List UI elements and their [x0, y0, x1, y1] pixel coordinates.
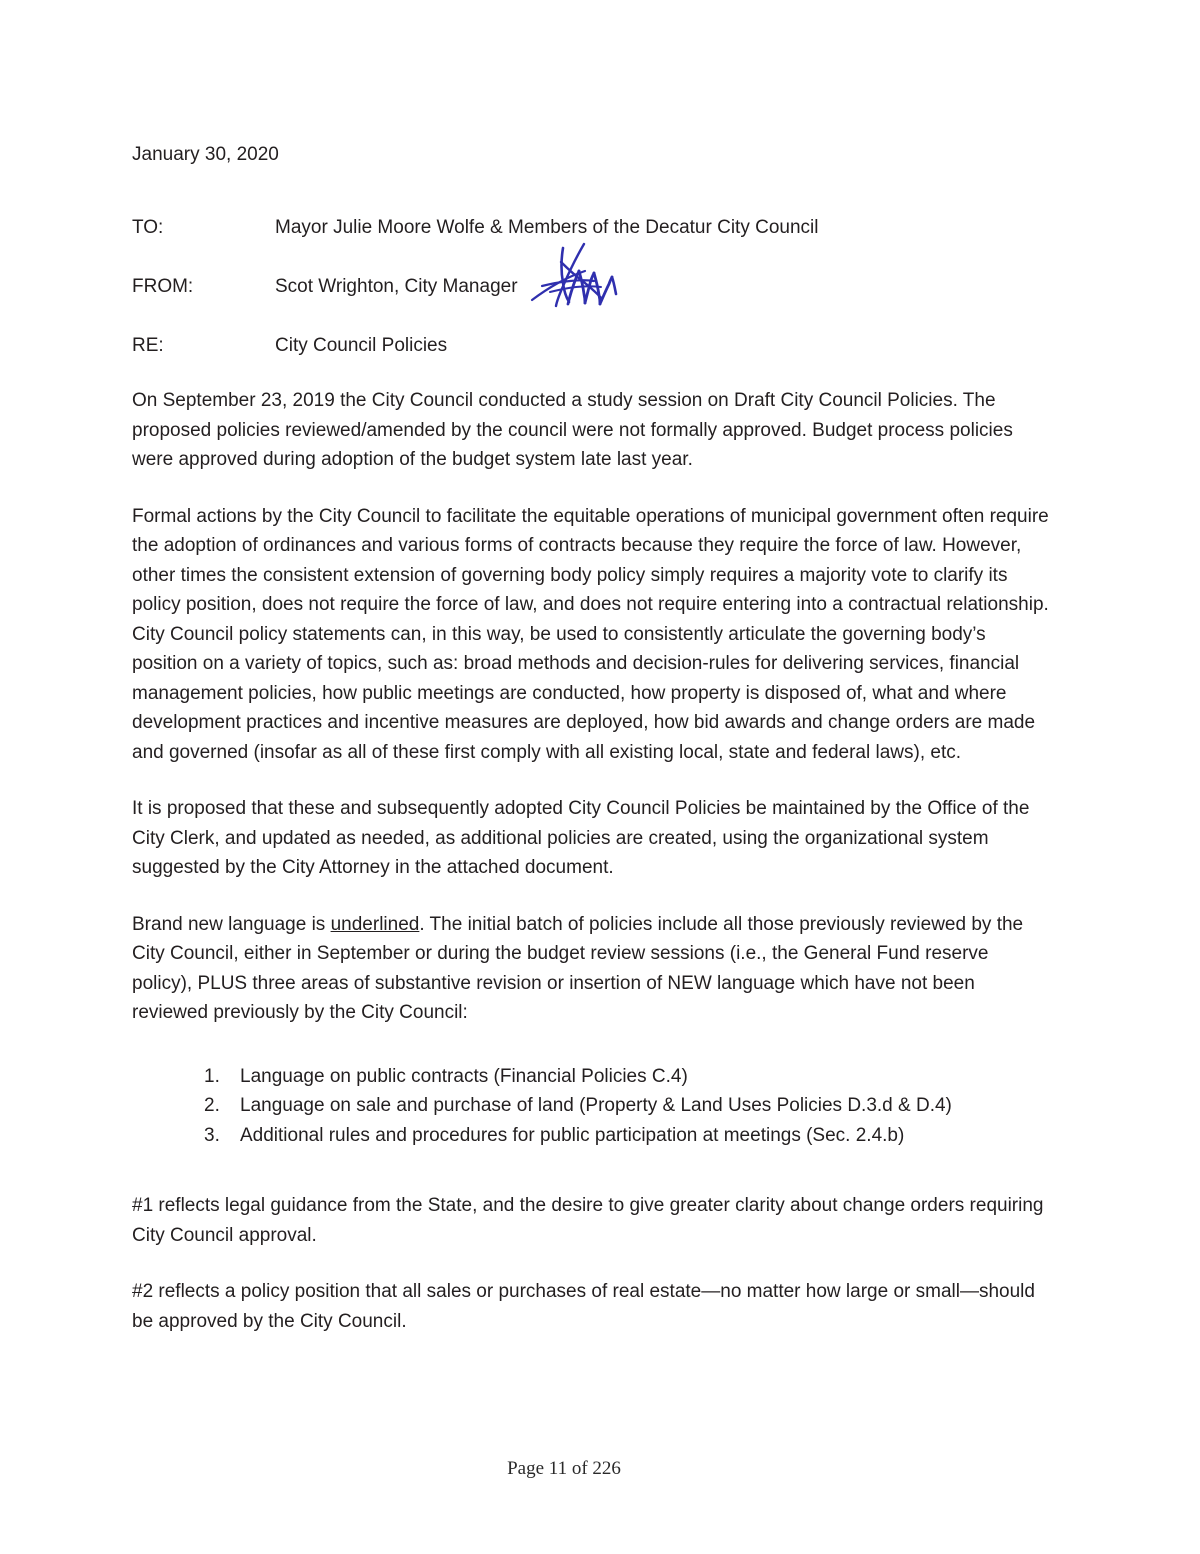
memo-re-label: RE:: [132, 335, 164, 356]
paragraph-formal-actions: Formal actions by the City Council to facilitate the equitable operations of municipal government often require the adoption of ordinances and various forms of contracts because they require the force of law. However, other times the consistent extension of governing body policy simply requires a majority vote to clarify its policy position, does not require the force of law, and does not require entering into a contractual relationship. City Council policy statements can, in this way, be used to consistently articulate the governing body’s position on a variety of topics, such as: broad methods and decision-rules for delivering services, financial management policies, how public meetings are conducted, how property is disposed of, what and where development practices and incentive measures are deployed, how bid awards and change orders are made and governed (insofar as all of these first comply with all existing local, state and federal laws), etc.: [132, 505, 1049, 763]
memo-re-value: City Council Policies: [275, 335, 448, 356]
list-item: Language on public contracts (Financial Policies C.4): [240, 1065, 688, 1087]
paragraph-maintenance-proposal: It is proposed that these and subsequently adopted City Council Policies be maintained by the Office of the City Clerk, and updated as needed, as additional policies are created, using the organizational system suggested by the City Attorney in the attached document.: [132, 798, 1030, 878]
paragraph-item-two-rationale: #2 reflects a policy position that all sales or purchases of real estate—no matter how large or small—should be approved by the City Council.: [132, 1281, 1035, 1332]
memo-from-value: Scot Wrighton, City Manager: [275, 276, 518, 297]
document-content: [132, 140, 1050, 1363]
paragraph-background: On September 23, 2019 the City Council conducted a study session on Draft City Council Policies. The proposed policies reviewed/amended by the council were not formally approved. Budget process policies were approved during adoption of the budget system late last year.: [132, 390, 1013, 470]
new-language-lead-text: Brand new language is: [132, 913, 331, 935]
paragraph-new-language: [132, 910, 1050, 1028]
memo-row-from: [132, 272, 1050, 301]
new-language-trailing-text: . The initial batch of policies include all those previously reviewed by the City Council, either in September or during the budget review sessions (i.e., the General Fund reserve policy), PLUS three areas of substantive revision or insertion of NEW language which have not been reviewed previously by the City Council:: [132, 913, 1024, 1023]
list-item: Language on sale and purchase of land (Property & Land Uses Policies D.3.d & D.4): [240, 1095, 952, 1116]
memo-row-re: [132, 331, 1050, 360]
memo-row-to: [132, 213, 1050, 242]
page-footer: Page 11 of 226: [507, 1458, 621, 1479]
underlined-term: underlined: [330, 913, 420, 935]
memo-to-label: TO:: [132, 217, 164, 238]
memo-from-label: FROM:: [132, 276, 194, 297]
list-item: Additional rules and procedures for public participation at meetings (Sec. 2.4.b): [240, 1124, 905, 1146]
paragraph-item-one-rationale: #1 reflects legal guidance from the State, and the desire to give greater clarity about change orders requiring City Council approval.: [132, 1195, 1044, 1246]
memo-date: January 30, 2020: [132, 144, 279, 165]
list-top-spacer: [132, 1055, 1050, 1062]
new-language-list: [132, 1062, 1050, 1151]
list-bottom-spacer: [132, 1177, 1050, 1191]
memo-to-value: Mayor Julie Moore Wolfe & Members of the Decatur City Council: [275, 217, 819, 238]
